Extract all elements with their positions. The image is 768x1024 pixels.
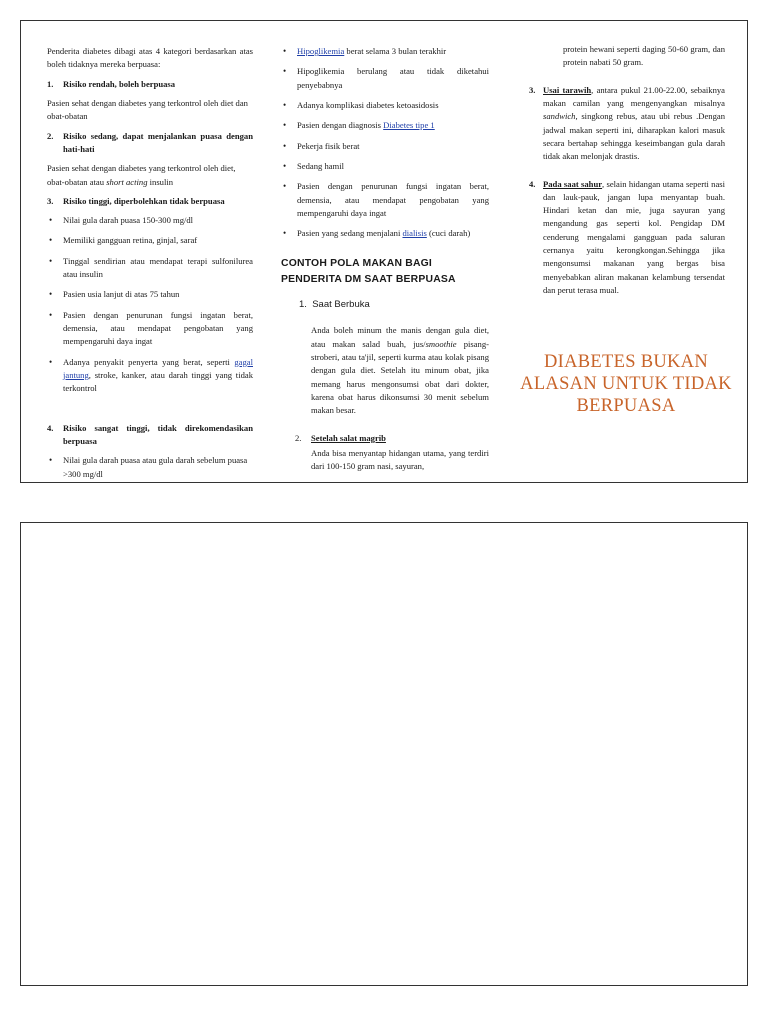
category-2-desc-b: insulin	[147, 176, 174, 187]
category-1-desc: Pasien sehat dengan diabetes yang terkontrol oleh diet dan obat-obatan	[47, 97, 248, 122]
list-item	[47, 356, 253, 396]
section-heading: CONTOH POLA MAKAN BAGI PENDERITA DM SAAT BERPUASA	[281, 258, 456, 286]
category-3-heading	[47, 195, 253, 208]
list-item: • Pekerja fisik berat	[281, 140, 489, 153]
meal-4-body	[543, 178, 725, 298]
category-2-desc-a: Pasien sehat dengan diabetes yang terkontrol oleh diet, obat-obatan atau	[47, 163, 236, 187]
category-1-heading	[47, 78, 253, 91]
meal-2-continued: protein hewani seperti daging 50-60 gram, dan protein nabati 50 gram.	[563, 44, 725, 68]
category-2-title: Risiko sedang, dapat menjalankan puasa dengan hati-hati	[63, 130, 253, 154]
meal-4-title: Pada saat sahur	[543, 178, 603, 189]
category-4-continued-list	[281, 45, 489, 240]
list-item: • Nilai gula darah puasa 150-300 mg/dl	[47, 214, 253, 227]
meal-3	[529, 84, 725, 164]
meal-2-title: Setelah salat magrib	[311, 432, 386, 443]
link-hipoglikemia[interactable]: Hipoglikemia	[297, 46, 345, 56]
category-4-number: 4.	[47, 422, 54, 433]
meal-4-text: , selain hidangan utama seperti nasi dan lauk-pauk, jangan lupa menyantap buah. Hindari ketan dan mie, juga sayuran yang mengandung gas seperti kol. Pengidap DM cenderung mengalami gangguan pada saluran cernanya yaitu kerongkongan.Sehingga jika mengonsumsi makanan yang bergas bisa menyebabkan aliran makanan kelambung tersendat dan perut terasa mual.	[543, 178, 726, 295]
meal-1-text-a: Anda boleh minum the manis dengan gula diet, atau makan salad buah, jus/	[311, 325, 489, 349]
category-2-desc-em: short acting	[106, 176, 148, 187]
brochure-page-back	[20, 522, 748, 986]
list-item: • Adanya komplikasi diabetes ketoasidosis	[281, 99, 489, 112]
category-1-title: Risiko rendah, boleh berpuasa	[63, 78, 176, 89]
category-4-heading	[47, 422, 253, 449]
list-item-text-a: Pasien yang sedang menjalani	[297, 228, 403, 239]
meal-1-title: Saat Berbuka	[312, 298, 370, 310]
brochure-page-front	[20, 20, 748, 483]
category-3-list	[47, 214, 253, 395]
category-2-heading	[47, 130, 253, 157]
category-2-number: 2.	[47, 130, 54, 141]
list-item: • Memiliki gangguan retina, ginjal, saraf	[47, 234, 253, 247]
column-left	[47, 45, 253, 488]
intro-paragraph: Penderita diabetes dibagi atas 4 kategori berdasarkan atas boleh tidaknya mereka berpuasa:	[47, 46, 253, 70]
category-4-list	[47, 454, 253, 481]
list-item: • Hipoglikemia berulang atau tidak diketahui penyebabnya	[281, 65, 489, 92]
list-item	[281, 45, 489, 58]
list-item: • Pasien usia lanjut di atas 75 tahun	[47, 288, 253, 301]
meal-1-text-b: pisang-stroberi, atau ta'jil, seperti kurma atau kolak pisang dengan gula diet. Setelah itu minum obat, jika memang harus mengonsumsi obat dari dokter, karena obat harus dikonsumsi 30 menit sebelum makan besar.	[311, 338, 489, 416]
category-2-desc	[47, 162, 253, 189]
list-item: • Pasien dengan penurunan fungsi ingatan berat, demensia, atau mendapat pengobatan yang mempengaruhi daya ingat	[281, 180, 489, 220]
meal-2-text: Anda bisa menyantap hidangan utama, yang terdiri dari 100-150 gram nasi, sayuran,	[311, 447, 489, 472]
brochure-title: DIABETES BUKAN ALASAN UNTUK TIDAK BERPUASA	[520, 352, 732, 417]
meal-3-text-b: , singkong rebus, atau ubi rebus .Dengan jadwal makan seperti ini, diharapkan kalori masuk secara bertahap sehingga keseimbangan gula darah tidak akan melonjak drastis.	[543, 111, 725, 162]
link-diabetes-tipe-1[interactable]: Diabetes tipe 1	[383, 120, 435, 131]
column-right	[529, 43, 725, 311]
meal-3-text-a: , antara pukul 21.00-22.00, sebaiknya makan camilan yang mengenyangkan misalnya	[543, 84, 725, 108]
category-1-number: 1.	[47, 78, 54, 89]
list-item-text: Pasien dengan diagnosis	[297, 120, 384, 131]
meal-2-number: 2.	[295, 432, 302, 443]
list-item: • Tinggal sendirian atau mendapat terapi sulfonilurea atau insulin	[47, 255, 253, 282]
meal-1-text	[311, 324, 489, 417]
list-item-text-b: (cuci darah)	[426, 228, 471, 239]
meal-2-heading	[295, 432, 489, 445]
link-gagal-jantung[interactable]: gagal jantung	[63, 356, 253, 380]
meal-3-text-em: sandwich	[543, 111, 576, 122]
category-4-title: Risiko sangat tinggi, tidak direkomendasikan berpuasa	[63, 422, 253, 446]
meal-3-number: 3.	[529, 84, 536, 95]
link-dialisis[interactable]: dialisis	[402, 228, 427, 239]
category-3-title: Risiko tinggi, diperbolehkan tidak berpuasa	[63, 195, 225, 206]
list-item	[281, 119, 489, 132]
meal-4-number: 4.	[529, 178, 536, 189]
list-item-text-a: Adanya penyakit penyerta yang berat, seperti	[63, 356, 235, 367]
meal-1-text-em: smoothie	[425, 338, 457, 349]
meal-3-title: Usai tarawih	[543, 84, 592, 95]
meal-1-number: 1.	[299, 298, 307, 310]
list-item-text: berat selama 3 bulan terakhir	[344, 46, 447, 56]
meal-3-body	[543, 84, 725, 164]
list-item: • Sedang hamil	[281, 160, 489, 173]
list-item	[281, 227, 489, 240]
category-3-number: 3.	[47, 195, 54, 206]
meal-1-heading	[299, 298, 489, 313]
column-middle	[281, 45, 489, 480]
list-item: • Pasien dengan penurunan fungsi ingatan berat, demensia, atau mendapat pengobatan yang mempengaruhi daya ingat	[47, 309, 253, 349]
meal-4	[529, 178, 725, 298]
list-item-text-b: , stroke, kanker, atau darah tinggi yang tidak terkontrol	[63, 369, 253, 394]
list-item: • Nilai gula darah puasa atau gula darah sebelum puasa >300 mg/dl	[47, 454, 253, 481]
